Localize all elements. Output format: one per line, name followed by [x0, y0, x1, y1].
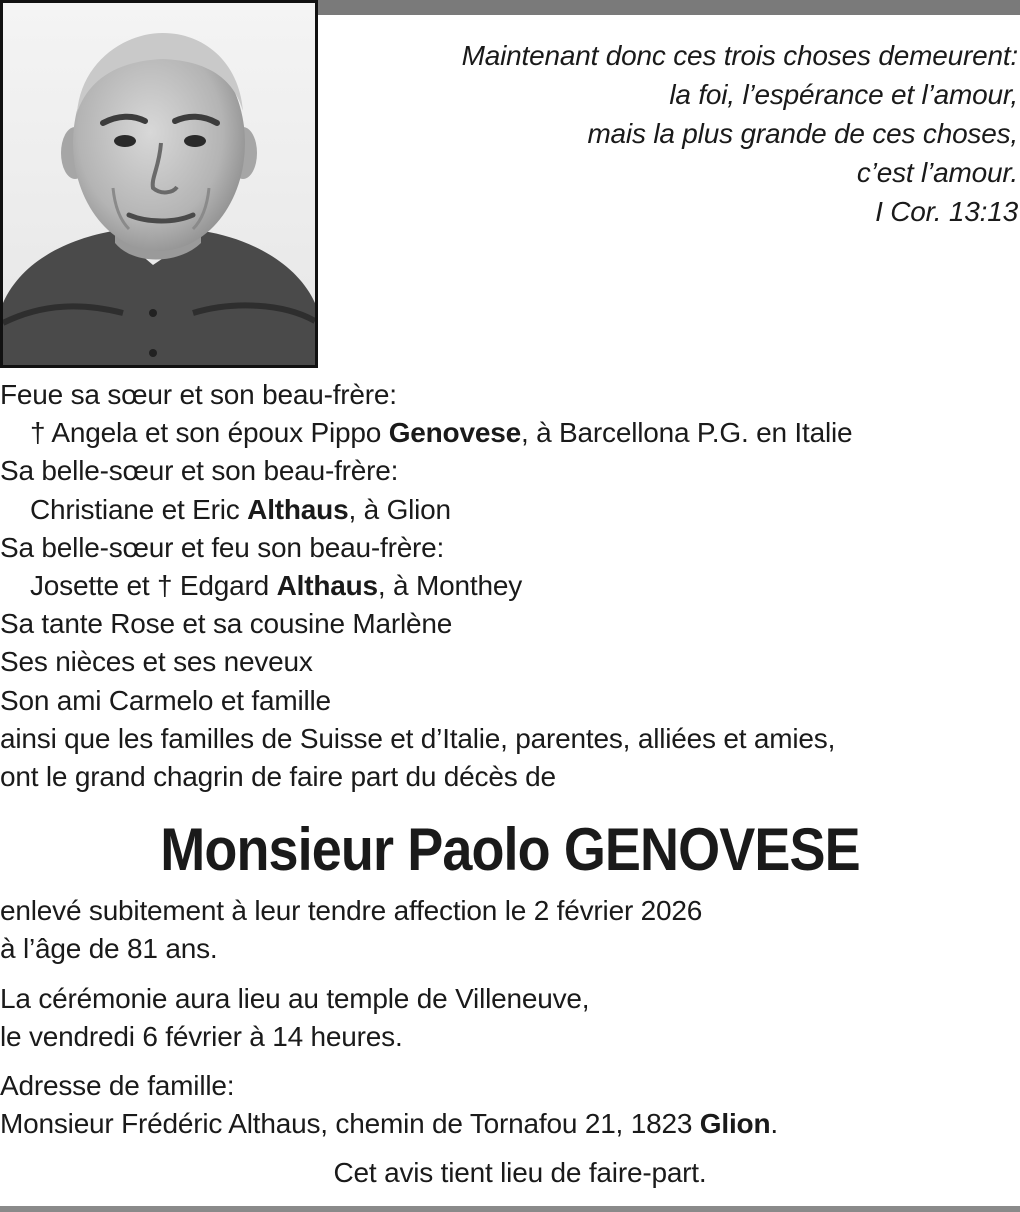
family-text: † Angela et son époux Pippo — [30, 417, 389, 449]
family-line: Son ami Carmelo et famille — [0, 684, 331, 716]
bottom-rule — [0, 1206, 1020, 1212]
family-line: Sa belle-sœur et feu son beau-frère: — [0, 531, 445, 563]
family-text: , à Glion — [348, 493, 451, 525]
family-list — [0, 376, 1020, 796]
quote-line: Maintenant donc ces trois choses demeurent: — [461, 40, 1018, 71]
address-town: Glion — [699, 1108, 771, 1139]
family-surname: Althaus — [247, 493, 349, 525]
deceased-name: Monsieur Paolo GENOVESE — [160, 816, 860, 883]
closing-note: Cet avis tient lieu de faire-part. — [333, 1157, 707, 1188]
quote-line: mais la plus grande de ces choses, — [587, 118, 1018, 149]
family-text: , à Barcellona P.G. en Italie — [520, 417, 853, 449]
family-line: Feue sa sœur et son beau-frère: — [0, 379, 397, 410]
death-notice — [0, 892, 1020, 968]
portrait-illustration — [3, 3, 315, 365]
family-line: Ses nièces et ses neveux — [0, 646, 313, 678]
family-text: Christiane et Eric — [30, 493, 248, 525]
family-line: Sa tante Rose et sa cousine Marlène — [0, 608, 453, 640]
family-line — [0, 414, 1020, 452]
family-line: ont le grand chagrin de faire part du décès de — [0, 761, 556, 793]
family-line: ainsi que les familles de Suisse et d’Italie, parentes, alliées et amies, — [0, 722, 836, 754]
top-rule — [316, 0, 1020, 15]
ceremony-info — [0, 980, 1020, 1056]
family-line — [0, 567, 1020, 605]
family-line: Sa belle-sœur et son beau-frère: — [0, 455, 399, 487]
family-surname: Genovese — [388, 417, 521, 449]
address-text: . — [770, 1108, 778, 1139]
address-text: Monsieur Frédéric Althaus, chemin de Tornafou 21, 1823 — [0, 1108, 700, 1139]
address-line — [0, 1105, 1020, 1143]
family-text: Josette et † Edgard — [30, 570, 277, 602]
bible-quote — [378, 36, 1018, 231]
family-surname: Althaus — [276, 570, 378, 602]
address-label: Adresse de famille: — [0, 1070, 235, 1101]
death-line: enlevé subitement à leur tendre affection le 2 février 2026 — [0, 895, 703, 926]
age-line: à l’âge de 81 ans. — [0, 933, 218, 964]
quote-line: la foi, l’espérance et l’amour, — [669, 79, 1018, 110]
quote-reference: I Cor. 13:13 — [875, 196, 1018, 227]
portrait-photo — [0, 0, 318, 368]
ceremony-line: le vendredi 6 février à 14 heures. — [0, 1021, 403, 1052]
quote-line: c’est l’amour. — [856, 157, 1018, 188]
family-line — [0, 491, 1020, 529]
family-address — [0, 1067, 1020, 1143]
ceremony-line: La cérémonie aura lieu au temple de Villeneuve, — [0, 983, 590, 1014]
family-text: , à Monthey — [377, 570, 522, 602]
